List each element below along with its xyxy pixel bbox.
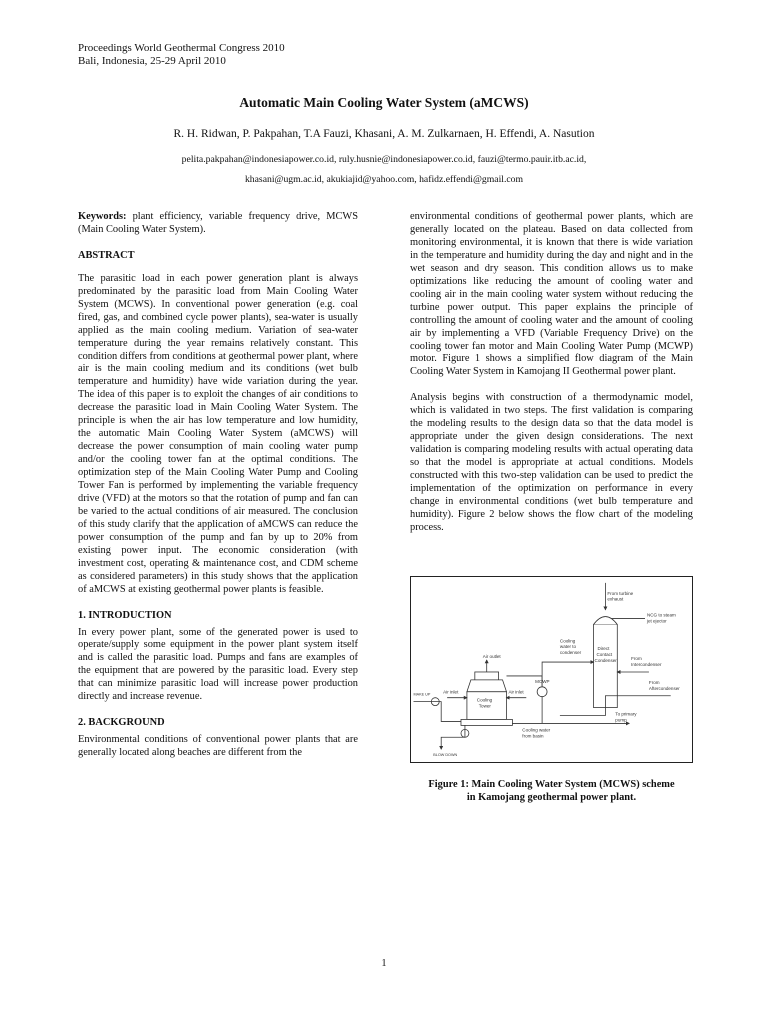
label-air-inlet-right: Air inlet xyxy=(508,689,524,695)
tower-top xyxy=(467,680,507,692)
background-text: Environmental conditions of conventional power plants that are generally located along beaches are different from the xyxy=(78,734,358,759)
background-heading: 2. BACKGROUND xyxy=(78,717,165,729)
label-dcc-1: Direct xyxy=(597,646,610,652)
label-dcc-2: Contact xyxy=(596,652,613,658)
label-primary-1: To primary xyxy=(615,711,637,717)
label-from-turbine: From turbine xyxy=(607,590,634,596)
keywords-text: plant efficiency, variable frequency drive, MCWS (Main Cooling Water System). xyxy=(78,211,358,235)
abstract-text: The parasitic load in each power generation plant is always predominated by the parasitic load from Main Cooling Water System (MCWS). In conventional power generation (e.g. coal fired, gas, and combined cycle power plants), sea-water is usually applied as the main cooling medium. Variation of sea-water temperature during the year remains relatively constant. This condition differs from conditions at geothermal power plant, where air is the main cooling medium and its conditions (wet bulb temperature and humidity) have wide variation during the year. The idea of this paper is to exploit the changes of air conditions to decrease the parasitic load in Main Cooling Water System. The principle is when the air has low temperature and low humidity, the automatic Main Cooling Water System (aMCWS) will decrease the power consumption of main cooling water pump and/or the cooling tower fan at the optimal conditions. The optimization step of the Main Cooling Water Pump and Cooling Tower Fan is performed by implementing the variable frequency drive (VFD) at the motors so that the rotation of pump and fan can be varied to the actual conditions of air measured. The conclusion of this study clarify that the application of aMCWS can reduce the power consumption of the pump and fan by up to 20% from existing power input. The economic consideration (with investment cost, operating & maintenance cost, and CDM scheme as considered parameters) in this study shows that the application of aMCWS at existing geothermal power plants is feasible. xyxy=(78,272,358,595)
label-cw-2: water to xyxy=(559,644,577,650)
label-from-2: From xyxy=(648,679,660,685)
author-list: R. H. Ridwan, P. Pakpahan, T.A Fauzi, Khasani, A. M. Zulkarnaen, H. Effendi, A. Nasution xyxy=(173,128,595,140)
label-tower-2: Tower xyxy=(478,703,491,709)
label-air-outlet: Air outlet xyxy=(482,654,501,660)
label-mcwp: MCWP xyxy=(535,678,550,684)
mcwp-pump-symbol xyxy=(537,687,547,697)
label-cw-1: Cooling xyxy=(559,638,576,644)
right-paragraph-1: environmental conditions of geothermal power plants, which are generally located on the plateau. Based on data collected from monitoring environmental, it is known that there is wide variation in the temperature and humidity during the day and night and in the wet season and dry season. This condition allows us to make optimizations like reducing the amount of cooling water and cooling air in the main cooling water system without reducing the turbine power output. This paper explains the principle of controlling the amount of cooling water and the amount of cooling air by implementing a VFD (Variable Frequency Drive) on the cooling tower fan motor and Main Cooling Water Pump (MCWP) motor. Figure 1 shows a simplified flow diagram of the Main Cooling Water System in Kamojang II Geothermal power plant. xyxy=(410,211,693,378)
label-from-1: From xyxy=(631,656,642,662)
condenser-outlet-line xyxy=(560,708,606,716)
introduction-text: In every power plant, some of the generated power is used to operate/supply some equipment in the power plant system itself and is called the parasitic load. Pumps and fans are examples of the equipment that are powered by the parasitic load. Every step that can minimize parasitic load will increase power production directly and increase revenue. xyxy=(78,626,358,703)
right-column xyxy=(410,211,693,535)
blowdown-line xyxy=(441,725,465,749)
emails-line-2: khasani@ugm.ac.id, akukiajid@yahoo.com, hafidz.effendi@gmail.com xyxy=(244,174,524,185)
cooling-basin xyxy=(461,719,512,725)
proceedings-header xyxy=(78,42,285,68)
condenser-dome xyxy=(594,617,618,625)
abstract-heading: ABSTRACT xyxy=(78,249,135,261)
introduction-heading: 1. INTRODUCTION xyxy=(78,609,172,621)
keywords-label: Keywords: xyxy=(78,211,127,222)
label-aftercondenser: Aftercondenser xyxy=(648,685,680,691)
label-intercondenser: Intercondenser xyxy=(631,662,662,668)
right-paragraph-2: Analysis begins with construction of a thermodynamic model, which is validated in two steps. The first validation is comparing the modeling results to the design data so that the data model is appropriate under the given design considerations. The next validation is comparing modeling results with actual operating data so that the model is appropriate at actual conditions. Models constructed with this two-step validation can be used to predict the implementation of the optimization on performance in every change in environmental conditions (wet bulb temperature and humidity). Figure 2 below shows the flow chart of the modeling process. xyxy=(410,392,693,533)
figure-1-diagram xyxy=(410,576,693,763)
label-basin-1: Cooling water xyxy=(522,727,551,733)
author-emails xyxy=(0,150,768,190)
label-cw-3: condenser xyxy=(559,650,582,656)
emails-line-1: pelita.pakpahan@indonesiapower.co.id, ruly.husnie@indonesiapower.co.id, fauzi@termo.pauir.itb.ac.id, xyxy=(181,154,587,165)
label-dcc-3: Condenser xyxy=(594,658,617,664)
condenser-vessel xyxy=(594,624,618,707)
label-make-up: MAKE UP xyxy=(413,692,431,697)
figure-1-caption xyxy=(410,778,693,804)
label-primary-2: pump xyxy=(615,717,627,723)
caption-line-1: Figure 1: Main Cooling Water System (MCWS) scheme xyxy=(428,779,675,790)
label-exhaust: exhaust xyxy=(607,596,624,602)
fan-stack xyxy=(475,672,499,680)
label-blowdown: BLOW DOWN xyxy=(433,753,458,758)
page-number: 1 xyxy=(381,958,387,969)
label-basin-2: from basin xyxy=(522,733,544,739)
label-air-inlet-left: Air inlet xyxy=(443,689,459,695)
header-line-1: Proceedings World Geothermal Congress 2010 xyxy=(78,42,285,54)
header-line-2: Bali, Indonesia, 25-29 April 2010 xyxy=(78,55,226,67)
keywords-paragraph xyxy=(78,211,358,237)
left-column xyxy=(78,211,358,760)
caption-line-2: in Kamojang geothermal power plant. xyxy=(466,792,637,803)
label-ncg-2: jet ejector xyxy=(646,618,667,624)
paper-title: Automatic Main Cooling Water System (aMCWS) xyxy=(239,95,529,110)
cooling-water-line xyxy=(542,662,593,686)
label-ncg-1: NCG to steam xyxy=(646,612,676,618)
label-tower-1: Cooling xyxy=(476,697,493,703)
